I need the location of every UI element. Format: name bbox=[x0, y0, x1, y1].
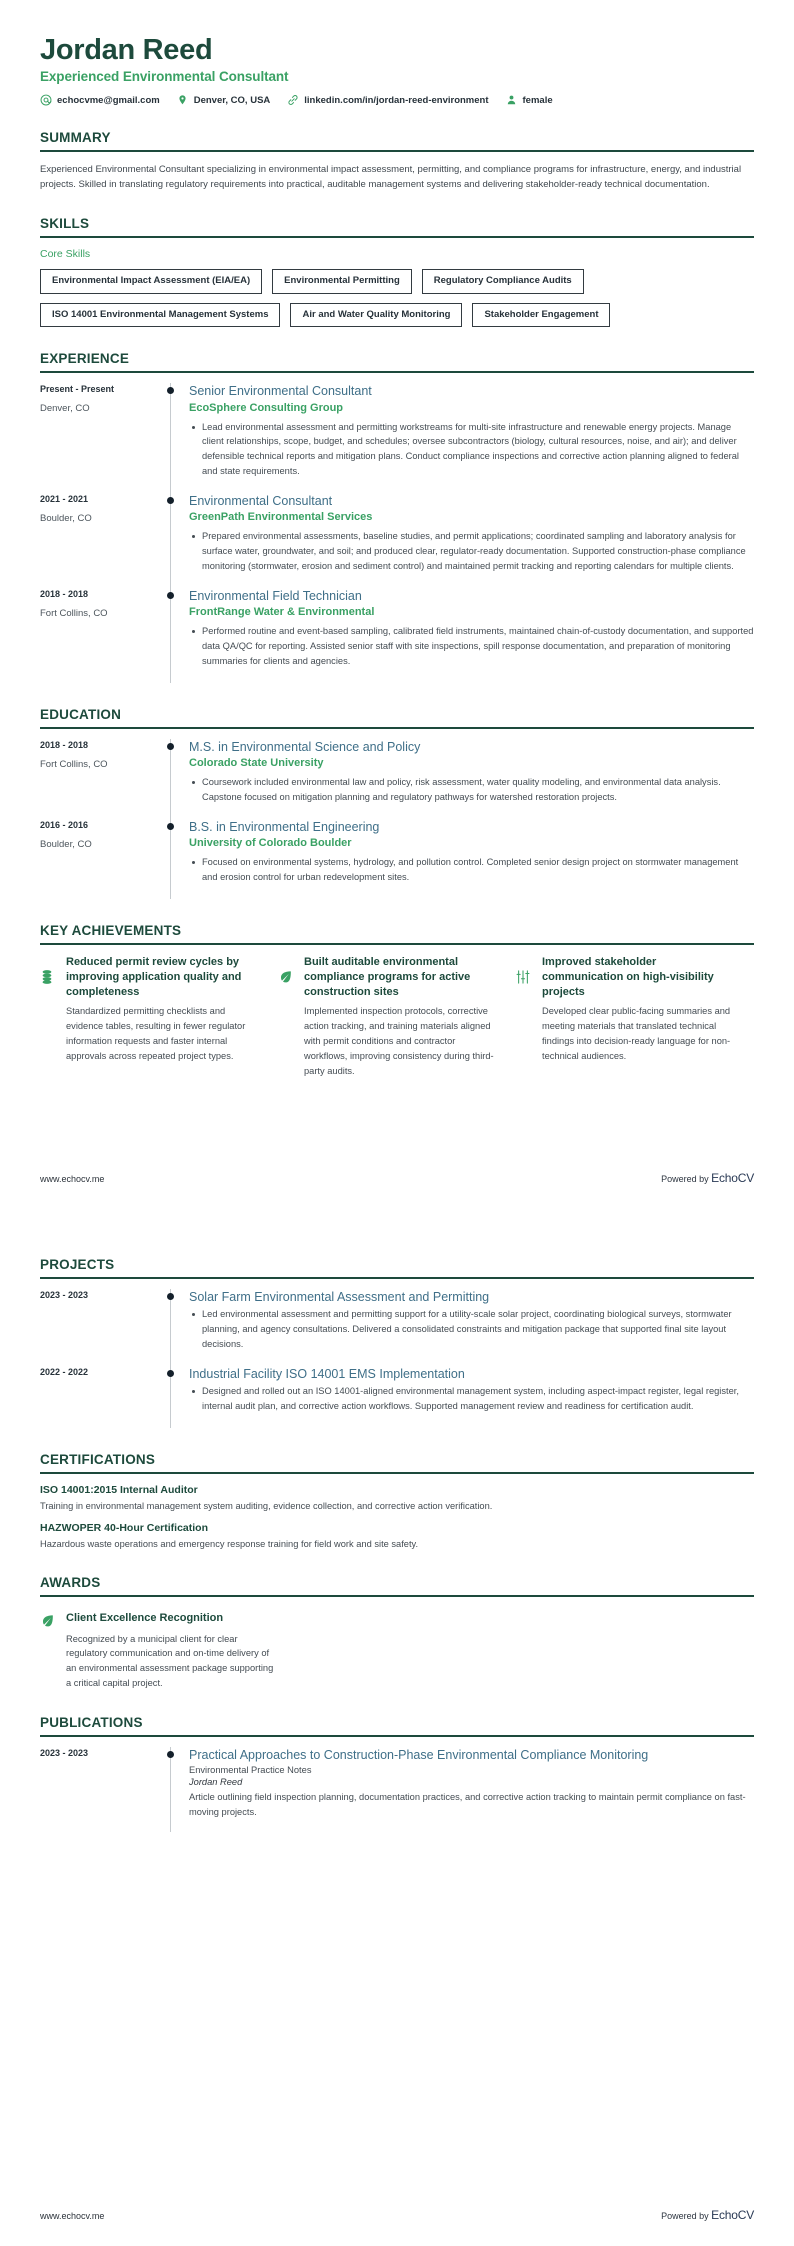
contact-linkedin[interactable] bbox=[287, 94, 488, 106]
job-title: Environmental Consultant bbox=[189, 494, 333, 509]
timeline-line bbox=[170, 383, 171, 493]
contact-email[interactable] bbox=[40, 94, 160, 106]
timeline-dot bbox=[167, 1751, 174, 1758]
certification-description: Hazardous waste operations and emergency response training for field work and site safety. bbox=[40, 1539, 419, 1550]
entry-body bbox=[187, 819, 754, 899]
publication-journal: Environmental Practice Notes bbox=[189, 1765, 312, 1776]
page-break-gap bbox=[0, 1079, 794, 1171]
stack-layers-icon bbox=[40, 955, 66, 985]
company-name: FrontRange Water & Environmental bbox=[189, 606, 375, 619]
achievement-text bbox=[66, 955, 260, 1064]
section-title-education: EDUCATION bbox=[40, 706, 122, 722]
timeline-dot bbox=[167, 743, 174, 750]
entry-date: 2023 - 2023 bbox=[40, 1748, 89, 1759]
achievement-title: Built auditable environmental compliance programs for active construction sites bbox=[304, 955, 471, 999]
bullet-list bbox=[189, 855, 754, 885]
bullet-item: Led environmental assessment and permitting support for a utility-scale solar project, coordinating biological surveys, stormwater planning, and agency consultations. Delivered a consolidated constraints and mitigation package that supported final site layout decisions. bbox=[202, 1307, 754, 1352]
project-title: Solar Farm Environmental Assessment and Permitting bbox=[189, 1289, 490, 1304]
experience-entry bbox=[40, 383, 754, 493]
location-pin-icon bbox=[177, 94, 189, 106]
email-icon bbox=[40, 94, 52, 106]
leaf-icon bbox=[278, 955, 304, 985]
achievement-description: Implemented inspection protocols, corrective action tracking, and training materials aligned with permit conditions and contractor workflows, improving consistency during third-party audits. bbox=[304, 1006, 494, 1076]
section-title-projects: PROJECTS bbox=[40, 1256, 115, 1272]
project-title: Industrial Facility ISO 14001 EMS Implementation bbox=[189, 1366, 465, 1381]
entry-date: 2023 - 2023 bbox=[40, 1289, 89, 1300]
achievement-item bbox=[40, 955, 278, 1079]
timeline-line bbox=[170, 1289, 171, 1366]
bullet-list bbox=[189, 529, 754, 574]
certification-name: ISO 14001:2015 Internal Auditor bbox=[40, 1483, 198, 1496]
entry-meta bbox=[40, 383, 165, 493]
entry-body bbox=[187, 383, 754, 493]
achievement-title: Improved stakeholder communication on high-visibility projects bbox=[542, 955, 714, 999]
job-title: Environmental Field Technician bbox=[189, 588, 362, 603]
contact-location-text: Denver, CO, USA bbox=[193, 94, 271, 106]
leaf-icon bbox=[40, 1611, 66, 1629]
link-icon bbox=[287, 94, 299, 106]
achievement-description: Standardized permitting checklists and evidence tables, resulting in fewer regulator information requests and faster internal approvals across repeated project types. bbox=[66, 1006, 246, 1061]
entry-body bbox=[187, 1747, 754, 1832]
section-title-experience: EXPERIENCE bbox=[40, 351, 130, 367]
company-name: EcoSphere Consulting Group bbox=[189, 401, 344, 414]
entry-meta bbox=[40, 739, 165, 819]
skills-group-label: Core Skills bbox=[40, 248, 91, 261]
section-divider bbox=[40, 1595, 754, 1597]
entry-date: 2018 - 2018 bbox=[40, 739, 89, 750]
section-projects bbox=[40, 1257, 754, 1428]
entry-date: 2022 - 2022 bbox=[40, 1366, 89, 1377]
entry-location: Boulder, CO bbox=[40, 513, 92, 525]
section-skills bbox=[40, 216, 754, 327]
degree-title: B.S. in Environmental Engineering bbox=[189, 819, 380, 834]
bullet-item: Designed and rolled out an ISO 14001-aligned environmental management system, including aspect-impact register, legal register, internal audit plan, and corrective action workflows. Supported management review and readiness for certification audit. bbox=[202, 1384, 754, 1414]
section-publications bbox=[40, 1715, 754, 1832]
achievement-grid bbox=[40, 955, 754, 1079]
entry-body bbox=[187, 493, 754, 588]
sliders-icon bbox=[516, 955, 542, 985]
entry-body bbox=[187, 1289, 754, 1366]
achievement-item bbox=[516, 955, 754, 1079]
section-divider bbox=[40, 1277, 754, 1279]
award-item bbox=[40, 1607, 278, 1691]
award-description: Recognized by a municipal client for clear regulatory communication and on-time delivery of an environmental assessment package supporting a critical capital project. bbox=[66, 1633, 274, 1689]
footer-brand-name: EchoCV bbox=[711, 2208, 754, 2222]
experience-entry bbox=[40, 588, 754, 683]
footer-powered-by-prefix: Powered by bbox=[661, 1173, 709, 1184]
bullet-item: Focused on environmental systems, hydrology, and pollution control. Completed senior design project on stormwater management and erosion control for urban redevelopment sites. bbox=[202, 855, 754, 885]
bullet-item: Prepared environmental assessments, baseline studies, and permit applications; coordinated sampling and laboratory analysis for surface water, groundwater, and soil; and produced clear, regulator-ready documentation. Supported construction-phase compliance monitoring (stormwater, erosion and sediment control) and maintained permit tracking and reporting calendars for multiple clients. bbox=[202, 529, 754, 574]
timeline-line bbox=[170, 819, 171, 899]
section-divider bbox=[40, 236, 754, 238]
section-title-key-achievements: KEY ACHIEVEMENTS bbox=[40, 922, 182, 938]
school-name: Colorado State University bbox=[189, 757, 324, 770]
publication-description: Article outlining field inspection planning, documentation practices, and corrective action tracking to maintain permit compliance on fast-moving projects. bbox=[189, 1792, 746, 1818]
entry-meta bbox=[40, 493, 165, 588]
certification-description: Training in environmental management system auditing, evidence collection, and corrective action verification. bbox=[40, 1500, 493, 1511]
entry-location: Boulder, CO bbox=[40, 838, 92, 850]
entry-meta bbox=[40, 1366, 165, 1428]
job-title: Senior Environmental Consultant bbox=[189, 384, 372, 399]
entry-meta bbox=[40, 1747, 165, 1832]
entry-location: Denver, CO bbox=[40, 403, 90, 415]
bullet-list bbox=[189, 775, 754, 805]
timeline-dot bbox=[167, 1370, 174, 1377]
publication-title: Practical Approaches to Construction-Phase Environmental Compliance Monitoring bbox=[189, 1748, 649, 1763]
section-title-awards: AWARDS bbox=[40, 1575, 101, 1591]
section-experience bbox=[40, 351, 754, 683]
contact-gender bbox=[506, 94, 553, 106]
timeline-line bbox=[170, 493, 171, 588]
publication-entry bbox=[40, 1747, 754, 1832]
timeline-line bbox=[170, 739, 171, 819]
page-title: Jordan Reed bbox=[40, 34, 213, 66]
section-education bbox=[40, 707, 754, 899]
school-name: University of Colorado Boulder bbox=[189, 837, 352, 850]
award-text bbox=[66, 1611, 278, 1691]
bullet-list bbox=[189, 420, 754, 480]
certification-item bbox=[40, 1484, 754, 1513]
bullet-list bbox=[189, 1307, 754, 1352]
achievement-text bbox=[304, 955, 498, 1079]
section-certifications bbox=[40, 1452, 754, 1552]
section-title-summary: SUMMARY bbox=[40, 130, 111, 146]
education-entry bbox=[40, 739, 754, 819]
section-summary bbox=[40, 130, 754, 192]
timeline-dot bbox=[167, 1293, 174, 1300]
contact-row bbox=[40, 94, 754, 106]
timeline-rail bbox=[165, 383, 187, 493]
summary-text: Experienced Environmental Consultant specializing in environmental impact assessment, permitting, and compliance programs for infrastructure, energy, and industrial projects. Skilled in translating regulatory requirements into practical, auditable management systems and delivering stakeholder-ready technical documentation. bbox=[40, 164, 742, 191]
section-divider bbox=[40, 1472, 754, 1474]
section-key-achievements bbox=[40, 923, 754, 1079]
timeline-rail bbox=[165, 493, 187, 588]
bullet-item: Lead environmental assessment and permitting workstreams for multi-site infrastructure and renewable energy projects. Manage client relationships, scope, budget, and schedules; oversee subcontractors (biology, cultural resources, noise, and air); and deliver defensible technical reports and mitigation plans. Conduct compliance inspections and corrective action planning aligned to federal and state requirements. bbox=[202, 420, 754, 480]
achievement-text bbox=[542, 955, 736, 1064]
skill-tag: Regulatory Compliance Audits bbox=[422, 269, 584, 293]
section-divider bbox=[40, 1735, 754, 1737]
publication-author: Jordan Reed bbox=[189, 1777, 243, 1788]
footer-powered-by bbox=[661, 1171, 754, 1185]
achievement-title: Reduced permit review cycles by improving application quality and completeness bbox=[66, 955, 242, 999]
skill-tag: ISO 14001 Environmental Management Systems bbox=[40, 303, 280, 327]
skill-tag: Stakeholder Engagement bbox=[472, 303, 610, 327]
entry-body bbox=[187, 588, 754, 683]
award-title: Client Excellence Recognition bbox=[66, 1612, 224, 1625]
project-entry bbox=[40, 1289, 754, 1366]
entry-body bbox=[187, 1366, 754, 1428]
footer-brand-name: EchoCV bbox=[711, 1170, 754, 1185]
entry-date: 2018 - 2018 bbox=[40, 588, 89, 599]
section-divider bbox=[40, 150, 754, 152]
entry-meta bbox=[40, 819, 165, 899]
timeline-dot bbox=[167, 592, 174, 599]
entry-location: Fort Collins, CO bbox=[40, 607, 108, 619]
footer-powered-by-prefix: Powered by bbox=[661, 2211, 709, 2221]
skill-tag: Environmental Impact Assessment (EIA/EA) bbox=[40, 269, 262, 293]
section-title-skills: SKILLS bbox=[40, 216, 90, 232]
contact-linkedin-text: linkedin.com/in/jordan-reed-environment bbox=[304, 94, 489, 106]
timeline-line bbox=[170, 588, 171, 683]
timeline-rail bbox=[165, 1366, 187, 1428]
footer-website[interactable]: www.echocv.me bbox=[40, 1173, 105, 1184]
bullet-list bbox=[189, 1384, 754, 1414]
project-entry bbox=[40, 1366, 754, 1428]
entry-meta bbox=[40, 588, 165, 683]
page-bottom-footer bbox=[0, 2208, 794, 2222]
timeline-rail bbox=[165, 1747, 187, 1832]
certification-name: HAZWOPER 40-Hour Certification bbox=[40, 1522, 209, 1535]
education-entry bbox=[40, 819, 754, 899]
contact-email-text: echocvme@gmail.com bbox=[57, 94, 160, 106]
entry-date: 2021 - 2021 bbox=[40, 494, 89, 505]
achievement-item bbox=[278, 955, 516, 1079]
certification-item bbox=[40, 1522, 754, 1551]
contact-location bbox=[177, 94, 271, 106]
skill-tag: Environmental Permitting bbox=[272, 269, 412, 293]
timeline-rail bbox=[165, 1289, 187, 1366]
section-title-publications: PUBLICATIONS bbox=[40, 1715, 143, 1731]
entry-meta bbox=[40, 1289, 165, 1366]
timeline-dot bbox=[167, 387, 174, 394]
footer-website[interactable]: www.echocv.me bbox=[40, 2211, 105, 2221]
section-awards bbox=[40, 1575, 754, 1691]
resume-header bbox=[40, 34, 754, 106]
timeline-line bbox=[170, 1747, 171, 1832]
footer-powered-by bbox=[661, 2208, 754, 2222]
section-divider bbox=[40, 371, 754, 373]
timeline-rail bbox=[165, 588, 187, 683]
company-name: GreenPath Environmental Services bbox=[189, 511, 373, 524]
bullet-list bbox=[189, 624, 754, 669]
timeline-dot bbox=[167, 497, 174, 504]
bullet-item: Coursework included environmental law and policy, risk assessment, water quality modeling, and environmental data analysis. Capstone focused on mitigation planning and regulatory pathways for watershed restoration projects. bbox=[202, 775, 754, 805]
timeline-rail bbox=[165, 819, 187, 899]
entry-body bbox=[187, 739, 754, 819]
skill-tag: Air and Water Quality Monitoring bbox=[290, 303, 462, 327]
entry-date: 2016 - 2016 bbox=[40, 819, 89, 830]
entry-location: Fort Collins, CO bbox=[40, 758, 108, 770]
entry-date: Present - Present bbox=[40, 384, 115, 395]
achievement-description: Developed clear public-facing summaries and meeting materials that translated technical findings into decision-ready language for non-technical audiences. bbox=[542, 1006, 731, 1061]
page-break-footer bbox=[0, 1171, 794, 1185]
headline: Experienced Environmental Consultant bbox=[40, 69, 289, 85]
section-title-certifications: CERTIFICATIONS bbox=[40, 1451, 156, 1467]
skill-tag-list bbox=[40, 269, 754, 327]
timeline-dot bbox=[167, 823, 174, 830]
experience-entry bbox=[40, 493, 754, 588]
person-icon bbox=[506, 94, 518, 106]
contact-gender-text: female bbox=[522, 94, 553, 106]
section-divider bbox=[40, 727, 754, 729]
timeline-rail bbox=[165, 739, 187, 819]
section-divider bbox=[40, 943, 754, 945]
degree-title: M.S. in Environmental Science and Policy bbox=[189, 739, 421, 754]
bullet-item: Performed routine and event-based sampling, calibrated field instruments, maintained chain-of-custody documentation, and supported data QA/QC for reporting. Assisted senior staff with site inspections, spill response documentation, and preparation of monitoring summaries for clients and agencies. bbox=[202, 624, 754, 669]
